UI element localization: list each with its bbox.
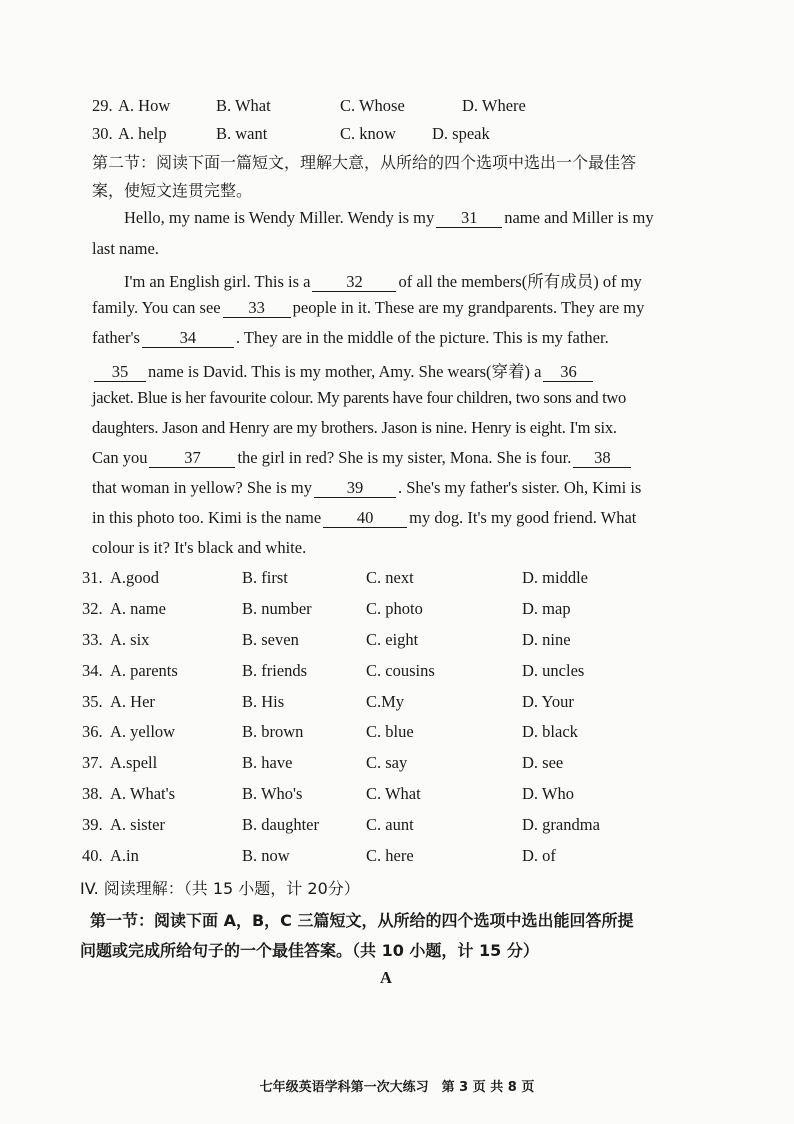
passage-line-10: that woman in yellow? She is my 39 . She's my father's sister. Oh, Kimi is [92, 478, 642, 497]
passage-line-11: in this photo too. Kimi is the name 40 my dog. It's my good friend. What [92, 508, 637, 527]
passage-line-6: 35 name is David. This is my mother, Amy. She wears(穿着) a 36 [92, 358, 595, 382]
blank-36[interactable]: 36 [543, 363, 593, 382]
section2-heading-line2: 案，使短文连贯完整。 [92, 181, 253, 200]
passage-line-8: daughters. Jason and Henry are my brothers. Jason is nine. Henry is eight. I'm six. [92, 418, 617, 437]
blank-34[interactable]: 34 [142, 329, 234, 348]
passage-line-4: family. You can see 33 people in it. These are my grandparents. They are my [92, 298, 645, 317]
part4-subheading-line1: 第一节：阅读下面 A，B，C 三篇短文，从所给的四个选项中选出能回答所提 [90, 911, 634, 930]
passage-line-5: father's 34 . They are in the middle of the picture. This is my father. [92, 328, 609, 347]
page-footer: 七年级英语学科第一次大练习 第 3 页 共 8 页 [259, 1080, 535, 1095]
blank-35[interactable]: 35 [94, 363, 146, 382]
passage-line-12: colour is it? It's black and white. [92, 538, 307, 557]
blank-38[interactable]: 38 [573, 449, 631, 468]
blank-33[interactable]: 33 [223, 299, 291, 318]
passage-line-1: Hello, my name is Wendy Miller. Wendy is my 31 name and Miller is my [124, 208, 654, 227]
blank-32[interactable]: 32 [312, 273, 396, 292]
blank-40[interactable]: 40 [323, 509, 407, 528]
passage-line-7: jacket. Blue is her favourite colour. My parents have four children, two sons and two [92, 388, 626, 407]
blank-31[interactable]: 31 [436, 209, 502, 228]
part4-subheading-line2: 问题或完成所给句子的一个最佳答案。（共 10 小题，计 15 分） [80, 941, 539, 960]
section2-heading-line1: 第二节：阅读下面一篇短文，理解大意，从所给的四个选项中选出一个最佳答 [92, 153, 637, 172]
part4-heading: IV. 阅读理解：（共 15 小题，计 20分） [80, 879, 360, 898]
passage-line-3: I'm an English girl. This is a 32 of all the members(所有成员) of my [124, 272, 642, 291]
passage-line-2: last name. [92, 239, 159, 258]
passage-letter-a: A [380, 968, 392, 987]
blank-39[interactable]: 39 [314, 479, 396, 498]
exam-page: 29. A. How B. What C. Whose D. Where 30. A. help B. want C. know D. speak 第二节：阅读下面一篇短文，理解大意，从所给的四个选项中选出一个最佳答 案，使短文连贯完整。 Hello, my name is Wendy Miller. Wendy is my 31 name and Miller is my last name. I'm an English girl. This is a 32 of all the members(所有成员) of my family. You can see 33 people in it. These are my grandparents. They are my father's 34 . They are in the middle of the picture. This is my father. 35 name is David. This is my mother, Amy. She wears(穿着) a 36 jacket. Blue is her favourite colour. My parents have four children, two sons and two daughters. Jason and Henry are my brothers. Jason is nine. Henry is eight. I'm six. Can you 37 the girl in red? She is my sister, Mona. She is four. 38 that woman in yellow? She is my 39 . She's my father's sister. Oh, Kimi is in this photo too. Kimi is the name 40 my dog. It's my good friend. What colour is it? It's black and white. 31. A.good B. first C. next D. middle 32. A. name B. number C. photo D. map 33. A. six B. seven C. eight D. nine 34. A. parents B. friends C. cousins D. uncles 35. A. Her B. His C.My D. Your 36. A. yellow B. brown C. blue D. black 37. A.spell B. have C. say D. see 38. A. What's B. Who's C. What D. Who 39. A. sister B. daughter C. aunt D. grandma 40. A.in B. now C. here D. of IV. 阅读理解：（共 15 小题，计 20分） 第一节：阅读下面 A，B，C 三篇短文，从所给的四个选项中选出能回答所提 问题或完成所给句子的一个最佳答案。（共 10 小题，计 15 分） A 七年级英语学科第一次大练习 第 3 页 共 8 页 [0, 0, 794, 1124]
passage-line-9: Can you 37 the girl in red? She is my sister, Mona. She is four. 38 [92, 448, 633, 468]
blank-37[interactable]: 37 [149, 449, 235, 468]
